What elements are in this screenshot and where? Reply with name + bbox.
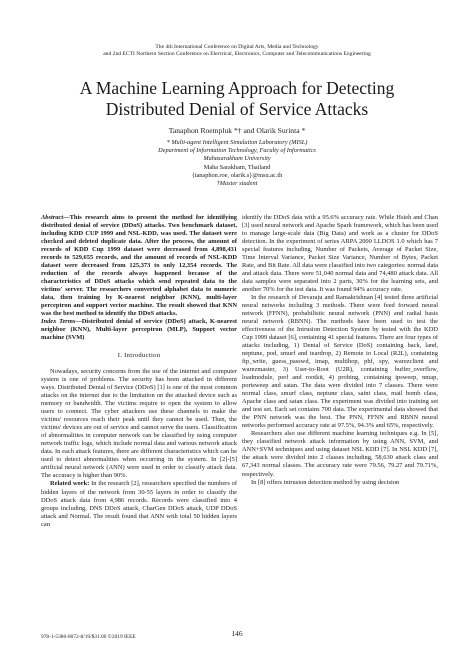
affiliation-note: †Master student — [216, 180, 258, 188]
affiliation-email: {tanaphon.roe, olarik.s}@msu.ac.th — [191, 171, 283, 179]
right-paragraph-1: identify the DDoS data with a 95.6% accuracy rate. While Hsieh and Chan [3] used neural network and Apache Spark framework, which has been used to manage large-scale data (Big Data) and work as a cluster for DDoS detection. In the experiment of series ARPA 2000 LLDOS 1.0 which has 7 special features including, Number of Packets, Average of Packet Size, Time Interval Variance, Packet Size Variance, Number of Bytes, Packet Rate, and Bit Rate. All data were classified into two categories: normal data and attack data. There were 51,040 normal data and 74,480 attack data. All data samples were separated into 2 parts, 30% for the learning sets, and another 70% for the test data. It was found 94% accuracy rate. — [242, 214, 438, 294]
title-line-1: A Machine Learning Approach for Detecting — [79, 78, 395, 98]
related-work-lead: Related work: — [50, 480, 90, 488]
left-column — [41, 214, 237, 529]
conference-header — [0, 44, 474, 58]
affiliation-location: Maha Sarakham, Thailand — [203, 163, 271, 171]
conference-line-2: and 2nd ECTI Northern Section Conference on Electrical, Electronics, Computer and Telecommunications Engineering — [103, 51, 371, 58]
authors: Tanaphon Roempluk *† and Olarik Surinta * — [168, 126, 306, 135]
index-terms — [41, 318, 237, 342]
abstract-lead: Abstract — [41, 214, 64, 221]
related-work-text: In the research [2], researchers specified the numbers of hidden layers of the network from 30-55 layers in order to classify the DDoS attack data from 4,986 records. Records were classified into 4 groups including, DNS DDoS attack, CharGen DDoS attack, UDP DDoS attack and Normal. The result found that ANN with total 50 hidden layers can — [41, 480, 237, 528]
affiliation-lab: * Multi-agent Intelligent Simulation Laboratory (MISL) — [166, 139, 308, 146]
footer-isbn: 978-1-5386-8072-8/19/$31.00 ©2019 IEEE — [41, 634, 136, 640]
right-paragraph-3: Researchers also use different machine learning techniques e.g. In [5], they classified network attack information by using ANN, SVM, and ANN+SVM techniques and using dataset NSL KDD [7]. In NSL KDD [7], the attack were divided into 2 classes including, 58,630 attack class and 67,343 normal classes. The accuracy rate were 79.56, 79.27 and 79.71%, respectively. — [242, 430, 438, 478]
affiliation-university: Mahasarakham University — [203, 155, 271, 163]
section-heading-introduction: I. Introduction — [117, 352, 161, 360]
conference-line-1: The 4th International Conference on Digital Arts, Media and Technology — [155, 44, 319, 50]
index-terms-text: —Distributed denial of service (DDoS) attack, K-nearest neighbor (KNN), Multi-layer perceptron (MLP), Support vector machine (SVM) — [41, 318, 237, 342]
intro-paragraph-1: Nowadays, security concerns from the use of the internet and computer system is one of problems. The security has been attacked in different ways. Distributed Denial of Service (DDoS) [1] is one of the most common attacks on the internet due to the limitation on the attacked device such as memory or bandwidth. The victims require to open the system to allow users to connect. The cyber attackers use these channels to make the victims' resources reach their peak until they cannot be used. Then, the victims' devices are out of service and cannot serve the users. Classification of abnormalities in computer network can be classified by using computer network traffic logs, which include normal data and various network attack data. In each attack features, there are different characteristics which can be used to detect abnormalities when occurring in the system. In [2]-[5] artificial neural network (ANN) were used in order to classify attack data. The accuracy is higher than 90%. — [41, 368, 237, 480]
page-number: 146 — [231, 629, 243, 638]
index-terms-lead: Index Terms — [41, 318, 76, 326]
paper-title — [0, 78, 474, 120]
right-column — [242, 214, 438, 487]
abstract-text: —This research aims to present the method for identifying distributed denial of service (DDoS) attacks. Two benchmark dataset, including KDD CUP 1999 and NSL-KDD, was used. The dataset were checked and deleted duplicate data. After the process, the amount of records of KDD Cup 1999 dataset were decreased from 4,898,431 records to 529,655 records, and the amount of records of NSL-KDD dataset were decreased from 125,373 to only 12,354 records. The reduction of the records always happened because of the characteristics of DDoS attacks which send repeated data to the victims' server. The researchers converted alphabet data to numeric data, then training by K-nearest neighbor (KNN), multi-layer perceptron and support vector machine. The result showed that KNN was the best method to identify the DDoS attacks. — [41, 214, 237, 318]
title-line-2: Distributed Denial of Service Attacks — [105, 99, 369, 119]
affiliation-department: Department of Information Technology, Faculty of Informatics — [158, 147, 316, 155]
affiliation — [0, 139, 474, 188]
abstract — [41, 214, 237, 318]
right-paragraph-4: In [8] offers intrusion detection method by using decision — [251, 478, 400, 486]
right-paragraph-2: In the research of Devaraju and Ramakrishnan [4] tested three artificial neural networks including 3 methods. There were feed forward neural network (FFNN), probabilistic neural network (PNN) and radial basis neural network (RBNN). The methods have been used to test the effectiveness of the Intrusion Detection System by tested with the KDD Cup 1999 dataset [6], containing 41 special features. There are four types of attacks including, 1) Denial of Service (DoS) containing back, land, neptune, pod, smurf and teardrop, 2) Remote to Local (R2L), containing ftp_write, guess_passwd, imap, multihop, phf, spy, warezclient and warezmaster, 3) User-to-Root (U2R), containing buffer_overflow, loadmodule, perl and rootkit, 4) probing, containing ipsweep, nmap, portsweep and satan. The data were divided into 7 classes. There were normal class, smurf class, neptune class, saint class, mail bomb class, Apache class and satan class. The experiment was divided into training set and test set. Each set contains 700 data. The experimental data showed that the PNN network was the best. The PNN, FFNN and RBNN neural networks performed accuracy rate at 97.5%, 94.3% and 65%, respectively. — [242, 294, 438, 430]
intro-paragraph-2 — [41, 480, 237, 528]
